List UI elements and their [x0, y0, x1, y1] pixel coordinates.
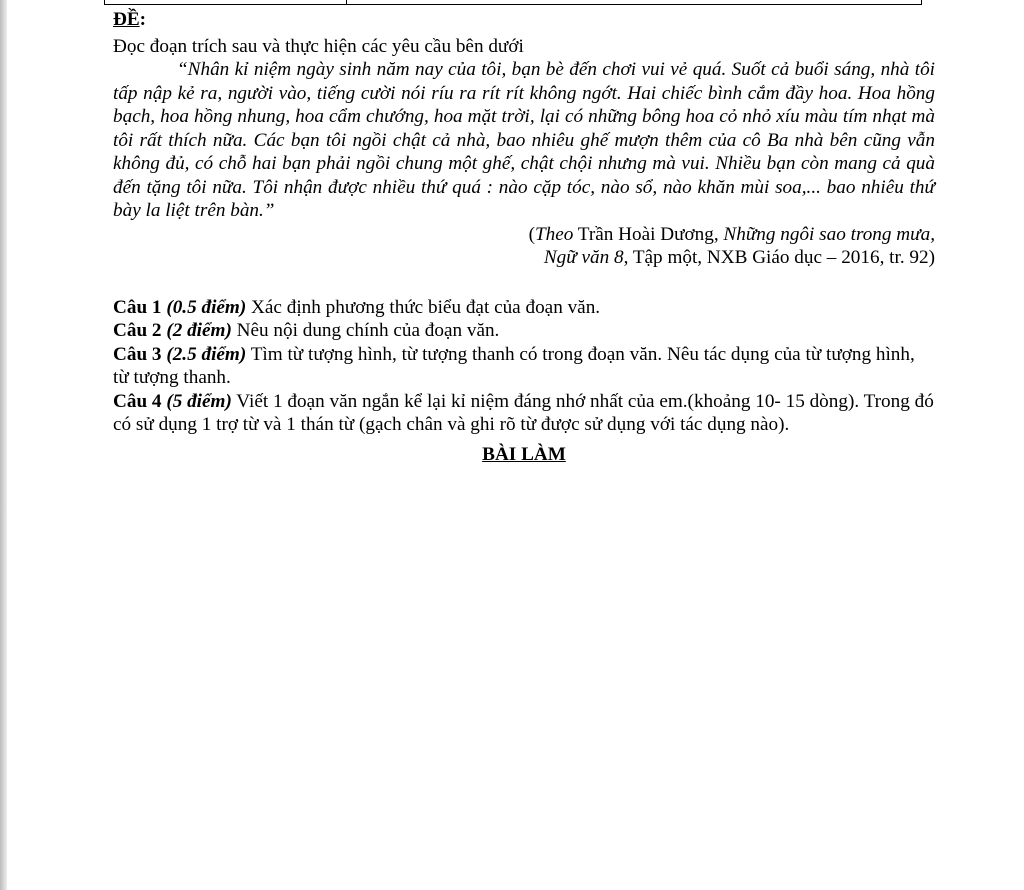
section-heading-label: ĐỀ	[113, 9, 140, 30]
question-text: Viết 1 đoạn văn ngắn kể lại kỉ niệm đáng nhớ nhất của em.(khoảng 10- 15 dòng). Trong đó có sử dụng 1 trợ từ và 1 thán từ (gạch chân và ghi rõ từ được sử dụng với tác dụng nào).	[113, 390, 934, 435]
question-item	[113, 343, 935, 390]
question-item	[113, 390, 935, 437]
question-label: Câu 4	[113, 390, 162, 412]
section-heading	[113, 8, 935, 32]
citation	[113, 223, 935, 270]
question-points: (2 điểm)	[166, 320, 232, 341]
question-points: (5 điểm)	[166, 390, 232, 412]
citation-book: Ngữ văn 8	[543, 247, 624, 268]
question-text: Nêu nội dung chính của đoạn văn.	[231, 320, 500, 341]
question-points: (0.5 điểm)	[166, 296, 247, 318]
citation-theo: Theo	[534, 223, 574, 245]
instructions: Đọc đoạn trích sau và thực hiện các yêu cầu bên dưới	[113, 35, 524, 57]
question-text: Xác định phương thức biểu đạt của đoạn văn.	[246, 296, 601, 318]
header-table-divider	[346, 0, 347, 5]
question-list	[113, 296, 935, 437]
excerpt-passage: “Nhân kỉ niệm ngày sinh năm nay của tôi, bạn bè đến chơi vui vẻ quá. Suốt cả buổi sáng, nhà tôi tấp nập kẻ ra, người vào, tiếng cười nói ríu ra rít rít không ngớt. Hai chiếc bình cắm đầy hoa. Hoa hồng bạch, hoa hồng nhung, hoa cẩm chướng, hoa mặt trời, lại có những bông hoa cỏ nhỏ xíu màu tím nhạt mà tôi rất thích nữa. Các bạn tôi ngồi chật cả nhà, bao nhiêu ghế mượn thêm của cô Ba nhà bên cũng vẫn không đủ, có chỗ hai bạn phải ngồi chung một ghế, chật chội nhưng mà vui. Nhiều bạn còn mang cả quà đến tặng tôi nữa. Tôi nhận được nhiều thứ quá : nào cặp tóc, nào sổ, nào khăn mùi soa,... bao nhiêu thứ bày la liệt trên bàn.”	[113, 59, 935, 221]
question-label: Câu 1	[113, 296, 162, 318]
page-edge-shadow	[0, 0, 7, 890]
exam-document	[113, 8, 935, 466]
citation-open: (	[528, 223, 535, 245]
question-item	[113, 296, 935, 320]
section-heading-colon: :	[139, 9, 147, 30]
question-label: Câu 3	[113, 343, 162, 365]
question-text: Tìm từ tượng hình, từ tượng thanh có trong đoạn văn. Nêu tác dụng của từ tượng hình, từ tượng thanh.	[113, 343, 915, 388]
header-table-bottom	[104, 0, 922, 5]
citation-rest: , Tập một, NXB Giáo dục – 2016, tr. 92)	[623, 247, 935, 268]
citation-work: Những ngôi sao trong mưa,	[723, 223, 935, 245]
question-points: (2.5 điểm)	[166, 343, 247, 365]
citation-author: Trần Hoài Dương,	[573, 223, 724, 245]
question-label: Câu 2	[113, 320, 162, 341]
question-item	[113, 319, 935, 343]
answer-section-title: BÀI LÀM	[482, 443, 566, 465]
